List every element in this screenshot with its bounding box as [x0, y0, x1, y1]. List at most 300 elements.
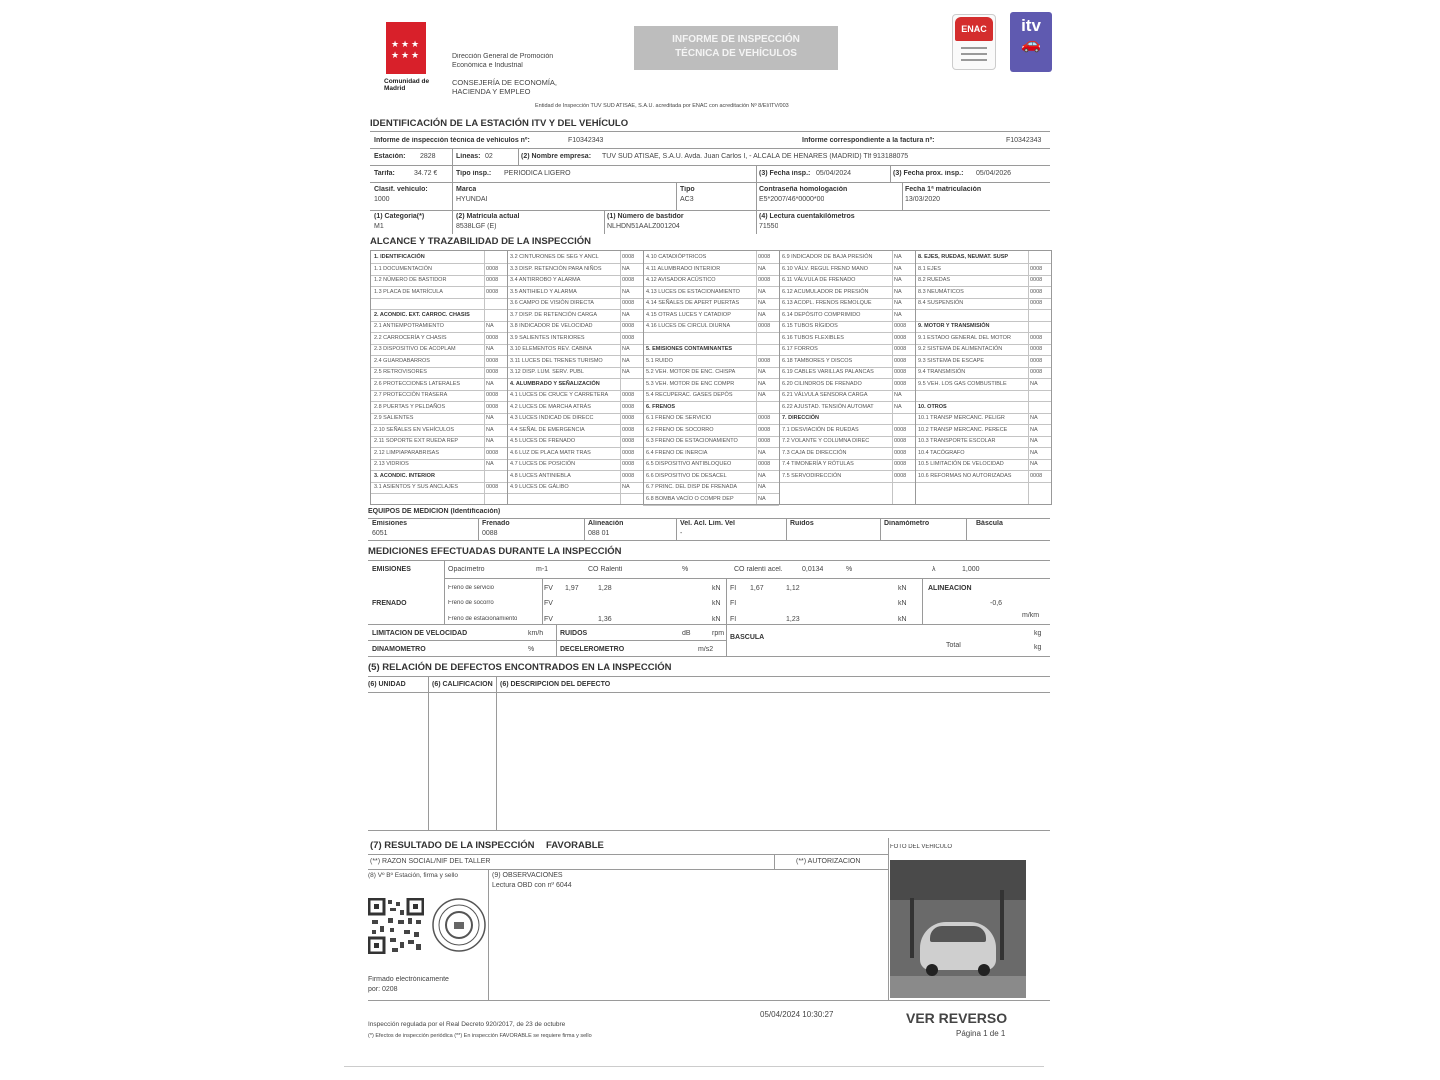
- alcance-item-value: 0008: [758, 426, 771, 433]
- ver-reverso: VER REVERSO: [906, 1010, 1008, 1026]
- alcance-item-label: 7.1 DESVIACIÓN DE RUEDAS: [782, 426, 859, 433]
- itv-label: itv: [1021, 16, 1041, 35]
- alcance-item-label: 6.9 INDICADOR DE BAJA PRESIÓN: [782, 254, 873, 260]
- observaciones-label: (9) OBSERVACIONES: [492, 872, 563, 879]
- consejeria-line2: HACIENDA Y EMPLEO: [452, 87, 531, 96]
- alcance-item-label: 4.9 LUCES DE GÁLIBO: [510, 484, 569, 490]
- eq-frenado-label: Frenado: [482, 520, 510, 527]
- alcance-item-label: 6.11 VÁLVULA DE FRENADO: [782, 277, 856, 283]
- alcance-item-value: 0008: [894, 426, 907, 433]
- tarifa-label: Tarifa:: [374, 170, 395, 177]
- alcance-item-value: 0008: [622, 392, 635, 398]
- banner-line1: INFORME DE INSPECCIÓN: [672, 34, 800, 45]
- alcance-item-label: 2.5 RETROVISORES: [374, 369, 427, 375]
- co-acel-value: 0,0134: [802, 566, 824, 573]
- alcance-item-value: 0008: [1030, 357, 1043, 364]
- madrid-name: Comunidad de Madrid: [384, 78, 430, 92]
- eq-frenado-value: 0088: [482, 530, 498, 537]
- alcance-item-label: 3. ACONDIC. INTERIOR: [374, 472, 435, 479]
- ruidos-label: RUIDOS: [560, 630, 588, 637]
- alcance-item-label: 5.4 RECUPERAC. GASES DEPÓS: [646, 392, 733, 398]
- consejeria-line1: CONSEJERÍA DE ECONOMÍA,: [452, 78, 558, 87]
- estacion-label: Estación:: [374, 153, 406, 160]
- fs-e2: 1,67: [750, 585, 764, 592]
- footer-line2: (*) Efectos de inspección periódica (**) En inspección FAVORABLE se requiere firma y sello: [368, 1033, 592, 1039]
- dg-line2: Económica e Industrial: [452, 62, 523, 69]
- alcance-item-label: 6.5 DISPOSITIVO ANTIBLOQUEO: [646, 461, 732, 467]
- alcance-item-label: 6.10 VÁLV. REGUL FRENO MANO: [782, 265, 868, 272]
- alcance-item-label: 9.5 VEH. LOS GAS COMBUSTIBLE: [918, 380, 1007, 387]
- alcance-item-label: 4.8 LUCES ANTINIEBLA: [510, 472, 571, 479]
- lambda-value: 1,000: [962, 566, 980, 573]
- alcance-item-value: 0008: [1030, 288, 1043, 295]
- alcance-item-value: 0008: [758, 254, 771, 260]
- alcance-item-label: [646, 334, 756, 342]
- alcance-item-label: 6.14 DEPÓSITO COMPRIMIDO: [782, 311, 861, 318]
- alcance-item-label: 4.6 LUZ DE PLACA MATR TRAS: [510, 449, 591, 456]
- alcance-item-value: NA: [894, 392, 902, 398]
- alcance-item-value: NA: [758, 369, 766, 375]
- co-acel-unit: %: [846, 566, 853, 573]
- alcance-item-value: 0008: [894, 380, 907, 387]
- alcance-item-label: 6.2 FRENO DE SOCORRO: [646, 426, 714, 433]
- alcance-item-value: 0008: [894, 438, 907, 444]
- alcance-item-value: NA: [622, 369, 630, 375]
- alcance-title: ALCANCE Y TRAZABILIDAD DE LA INSPECCIÓN: [370, 236, 591, 247]
- alcance-grid: [370, 250, 1052, 505]
- alcance-item-value: NA: [758, 484, 766, 490]
- fe-e1b: 1,36: [598, 616, 612, 623]
- resultado-title: (7) RESULTADO DE LA INSPECCIÓN: [370, 840, 535, 851]
- alcance-item-label: 7.4 TIMONERÍA Y RÓTULAS: [782, 461, 854, 467]
- vehicle-photo: [890, 860, 1026, 998]
- alineacion-label: ALINEACIÓN: [928, 585, 972, 592]
- alcance-item-label: 9. MOTOR Y TRANSMISIÓN: [918, 323, 990, 329]
- alcance-item-label: 2.6 PROTECCIONES LATERALES: [374, 380, 461, 387]
- alcance-item-label: 10.1 TRANSP MERCANC. PELIGR: [918, 415, 1005, 421]
- alcance-item-label: 3.12 DISP. LUM. SERV. PUBL: [510, 369, 584, 375]
- itv-logo: [1010, 12, 1052, 72]
- alcance-item-label: 10.6 REFORMAS NO AUTORIZADAS: [918, 472, 1012, 479]
- alcance-item-value: 0008: [758, 415, 771, 421]
- empresa-value: TÜV SÜD ATISAE, S.A.U. Avda. Juan Carlos I, - ALCALÁ DE HENARES (MADRID) Tlf 913188075: [602, 153, 909, 160]
- tipo-veh-label: Tipo: [680, 186, 695, 193]
- alcance-item-label: 2.4 GUARDABARROS: [374, 357, 430, 364]
- alcance-item-label: 4.3 LUCES INDICAD DE DIRECC: [510, 415, 594, 421]
- alcance-item-value: NA: [486, 346, 494, 352]
- alineacion-unit: m/km: [1022, 612, 1040, 619]
- alcance-item-value: 0008: [758, 461, 771, 467]
- med-frenado-label: FRENADO: [372, 600, 407, 607]
- alcance-item-value: NA: [894, 300, 902, 306]
- marca-value: HYUNDAI: [456, 196, 488, 203]
- alcance-item-value: 0008: [622, 426, 635, 433]
- informe-label: Informe de inspección técnica de vehículos nº:: [374, 137, 530, 144]
- alcance-item-value: NA: [894, 288, 902, 295]
- alcance-item-value: 0008: [622, 415, 635, 421]
- alcance-item-value: NA: [1030, 461, 1038, 467]
- mediciones-title: MEDICIONES EFECTUADAS DURANTE LA INSPECCIÓN: [368, 546, 622, 557]
- alcance-item-label: 10.4 TACÓGRAFO: [918, 449, 965, 456]
- alcance-item-value: 0008: [486, 484, 499, 490]
- alcance-item-label: 4.4 SEÑAL DE EMERGENCIA: [510, 426, 585, 433]
- kn-unit-6: kN: [898, 616, 907, 623]
- kn-unit-2: kN: [712, 600, 721, 607]
- alcance-item-value: 0008: [486, 265, 499, 272]
- ruidos-unit2: rpm: [712, 630, 725, 637]
- alcance-item-label: 3.11 LUCES DEL TRENES TURISMO: [510, 357, 603, 364]
- madrid-logo: ★ ★ ★ ★ ★ ★: [386, 22, 426, 74]
- firmado-line2: por: 0208: [368, 986, 398, 993]
- alcance-item-label: 1.2 NÚMERO DE BASTIDOR: [374, 277, 447, 283]
- car-icon: 🚗: [1021, 36, 1041, 53]
- tipo-value: PERIÓDICA LIGERO: [504, 170, 571, 177]
- alcance-item-value: 0008: [486, 369, 499, 375]
- alcance-item-label: 2.10 SEÑALES EN VEHÍCULOS: [374, 426, 455, 433]
- kn-unit-3: kN: [712, 616, 721, 623]
- alcance-item-label: 2.11 SOPORTE EXT RUEDA REP: [374, 438, 459, 444]
- col-descripcion: (6) DESCRIPCIÓN DEL DEFECTO: [500, 681, 611, 688]
- alcance-item-label: 6.8 BOMBA VACÍO O COMPR DEP: [646, 495, 734, 502]
- opacimetro-unit: m-1: [536, 566, 549, 573]
- clasif-label: Clasif. vehículo:: [374, 186, 428, 193]
- alcance-item-label: 6.7 PRINC. DEL DISP DE FRENADA: [646, 484, 738, 490]
- eq-velocidad-label: Vel. Acl. Lim. Vel: [680, 520, 735, 527]
- alcance-item-value: 0008: [622, 254, 635, 260]
- alcance-item-value: 0008: [622, 300, 635, 306]
- alcance-item-label: 1.3 PLACA DE MATRÍCULA: [374, 288, 443, 295]
- alcance-item-label: 8.1 EJES: [918, 265, 941, 272]
- med-emisiones-label: EMISIONES: [372, 566, 411, 573]
- alcance-item-label: 9.4 TRANSMISIÓN: [918, 369, 966, 375]
- alcance-item-label: 3.9 SALIENTES INTERIORES: [510, 334, 585, 341]
- alcance-item-value: NA: [894, 403, 902, 410]
- report-banner: [634, 26, 838, 70]
- alcance-item-label: 2.9 SALIENTES: [374, 415, 414, 421]
- alcance-item-label: 6.22 AJUSTAD. TENSIÓN AUTOMAT: [782, 403, 874, 410]
- enac-logo: [952, 14, 996, 70]
- alcance-item-label: 3.10 ELEMENTOS REV. CABINA: [510, 346, 592, 352]
- kn-unit-4: kN: [898, 585, 907, 592]
- resultado-value: FAVORABLE: [546, 840, 604, 851]
- alcance-item-value: 0008: [622, 334, 635, 341]
- alcance-item-label: 4.13 LUCES DE ESTACIONAMIENTO: [646, 288, 740, 295]
- lineas-label: Líneas:: [456, 153, 481, 160]
- estacion-value: 2828: [420, 153, 436, 160]
- alcance-item-label: 3.4 ANTIRROBO Y ALARMA: [510, 277, 581, 283]
- alcance-item-label: 8.2 RUEDAS: [918, 277, 951, 283]
- inspection-report-page: ★ ★ ★ ★ ★ ★ Comunidad de Madrid Dirección General de Promoción Económica e Industrial CONSEJERÍA DE ECONOMÍA, HACIENDA Y EMPLEO INFORME DE INSPECCIÓN TÉCNICA DE VEHÍCULOS ENAC itv 🚗 Entidad de Inspección TÜV SÜD ATISAE, S.A.U. acreditada por ENAC con acreditación Nº 8/EI/ITV/003 IDENTIFICACIÓN DE LA ESTACIÓN ITV Y DEL VEHÍCULO Informe de inspección técnica de vehículos nº: F10342343 Informe correspondiente a la factura nº: F10342343 Estación: 2828 Líneas: 02 (2) Nombre empresa: TÜV SÜD ATISAE, S.A.U. Avda. Juan Carlos I, - ALCALÁ DE HENARES (MADRID) Tlf 913188075 Tarifa: 34.72 € Tipo insp.: PERIÓDICA LIGERO (3) Fecha insp.: 05/04/2024 (3) Fecha prox. insp.: 05/04/2026 Clasif. vehículo: 1000 Marca HYUNDAI Tipo AC3 Contraseña homologación E5*2007/46*0000*00 Fecha 1ª matriculación 13/03/2020 (1) Categoría(*) M1 (2) Matrícula actual 8538LGF (E) (1) Número de bastidor NLHDN51AALZ001204 (4) Lectura cuentakilómetros 71550 ALCANCE Y TRAZABILIDAD DE LA INSPECCIÓN 1. IDENTIFICACIÓN 1.1 DOCUMENTACIÓN 0008 1.2 NÚMERO DE BASTIDOR 0008 1.3 PLACA DE MATRÍCULA 0008 2. ACONDIC. EXT. CARROC. CHASIS 2.1 ANTIEMPOTRAMIENTO NA 2.2 CARROCERÍA Y CHASIS 0008 2.3 DISPOSITIVO DE ACOPLAM NA 2.4 GUARDABARROS 0008 2.5 RETROVISORES 0008 2.6 PROTECCIONES LATERALES NA 2.7 PROTECCIÓN TRASERA 0008 2.8 PUERTAS Y PELDAÑOS 0008 2.9 SALIENTES NA 2.10 SEÑALES EN VEHÍCULOS NA 2.11 SOPORTE EXT RUEDA REP NA 2.12 LIMPIAPARABRISAS 0008 2.13 VIDRIOS NA 3. ACONDIC. INTERIOR 3.1 ASIENTOS Y SUS ANCLAJES 0008 3.2 CINTURONES DE SEG Y ANCL 0008 3.3 DISP. RETENCIÓN PARA NIÑOS NA 3.4 ANTIRROBO Y ALARMA 0008 3.5 ANTIHIELO Y ALARMA NA 3.6 CAMPO DE VISIÓN DIRECTA 0008 3.7 DISP. DE RETENCIÓN CARGA NA 3.8 INDICADOR DE VELOCIDAD 0008 3.9 SALIENTES INTERIORES 0008 3.10 ELEMENTOS REV. CABINA NA 3.11 LUCES DEL TRENES TURISMO NA 3.12 DISP. LUM. SERV. PUBL NA 4. ALUMBRADO Y SEÑALIZACIÓN 4.1 LUCES DE CRUCE Y CARRETERA 0008 4.2 LUCES DE MARCHA ATRÁS 0008 4.3 LUCES INDICAD DE DIRECC 0008 4.4 SEÑAL DE EMERGENCIA 0008 4.5 LUCES DE FRENADO 0008 4.6 LUZ DE PLACA MATR TRAS 0008 4.7 LUCES DE POSICIÓN 0008 4.8 LUCES ANTINIEBLA 0008 4.9 LUCES DE GÁLIBO NA 4.10 CATADIÓPTRICOS 0008 4.11 ALUMBRADO INTERIOR NA 4.12 AVISADOR ACÚSTICO 0008 4.13 LUCES DE ESTACIONAMIENTO NA 4.14 SEÑALES DE APERT PUERTAS NA 4.15 OTRAS LUCES Y CATADIOP NA 4.16 LUCES DE CIRCUL DIURNA 0008 5. EMISIONES CONTAMINANTES 5.1 RUIDO 0008 5.2 VEH. MOTOR DE ENC. CHISPA NA 5.3 VEH. MOTOR DE ENC COMPR NA 5.4 RECUPERAC. GASES DEPÓS NA 6. FRENOS 6.1 FRENO DE SERVICIO 0008 6.2 FRENO DE SOCORRO 0008 6.3 FRENO DE ESTACIONAMIENTO 0008 6.4 FRENO DE INERCIA NA 6.5 DISPOSITIVO ANTIBLOQUEO 0008 6.6 DISPOSITIVO DE DESACEL NA 6.7 PRINC. DEL DISP DE FRENADA NA 6.8 BOMBA VACÍO O COMPR DEP NA 6.9 INDICADOR DE BAJA PRESIÓN NA 6.10 VÁLV. REGUL FRENO MANO NA 6.11 VÁLVULA DE FRENADO NA 6.12 ACUMULADOR DE PRESIÓN NA 6.13 ACOPL. FRENOS REMOLQUE NA 6.14 DEPÓSITO COMPRIMIDO NA 6.15 TUBOS RÍGIDOS 0008 6.16 TUBOS FLEXIBLES 0008 6.17 FORROS 0008 6.18 TAMBORES Y DISCOS 0008 6.19 CABLES VARILLAS PALANCAS 0008 6.20 CILINDROS DE FRENADO 0008 6.21 VÁLVULA SENSORA CARGA NA 6.22 AJUSTAD. TENSIÓN AUTOMAT NA 7. DIRECCIÓN 7.1 DESVIACIÓN DE RUEDAS 0008 7.2 VOLANTE Y COLUMNA DIREC 0008 7.3 CAJA DE DIRECCIÓN 0008 7.4 TIMONERÍA Y RÓTULAS 0008 7.5 SERVODIRECCIÓN 0008 8. EJES, RUEDAS, NEUMAT. SUSP 8.1 EJES 0008 8.2 RUEDAS 0008 8.3 NEUMÁTICOS 0008 8.4 SUSPENSIÓN 0008 9. MOTOR Y TRANSMISIÓN 9.1 ESTADO GENERAL DEL MOTOR 0008 9.2 SISTEMA DE ALIMENTACIÓN 0008 9.3 SISTEMA DE ESCAPE 0008 9.4 TRANSMISIÓN 0008 9.5 VEH. LOS GAS COMBUSTIBLE NA 10. OTROS 10.1 TRANSP MERCANC. PELIGR NA 10.2 TRANSP MERCANC. PERECE NA 10.3 TRANSPORTE ESCOLAR NA 10.4 TACÓGRAFO NA 10.5 LIMITACIÓN DE VELOCIDAD NA 10.6 REFORMAS NO AUTORIZADAS 0008 EQUIPOS DE MEDICIÓN (Identificación) Emisiones 6051 Frenado 0088 Alineación 088 01 Vel. Acl. Lim. Vel - Ruidos Dinamómetro Báscula MEDICIONES EFECTUADAS DURANTE LA INSPECCIÓN EMISIONES Opacímetro m-1 CO Ralentí % CO ralentí acel. 0,0134 % λ 1,000 FRENADO Freno de servicio Freno de socorro Freno de estacionamiento FV 1,97 1,28 kN FV kN FV 1,36 kN FI 1,67 1,12 kN FI kN FI 1,23 kN ALINEACIÓN -0,6 m/km LIMITACIÓN DE VELOCIDAD km/h RUIDOS dB rpm BÁSCULA kg Total kg DINAMÓMETRO % DECELERÓMETRO m/s2 (5) RELACIÓN DE DEFECTOS ENCONTRADOS EN LA INSPECCIÓN (6) UNIDAD (6) CALIFICACIÓN (6) DESCRIPCIÓN DEL DEFECTO (7) RESULTADO DE LA INSPECCIÓN FAVORABLE FOTO DEL VEHÍCULO (**) RAZÓN SOCIAL/NIF DEL TALLER (**) AUTORIZACIÓN (8) Vº Bº Estación, firma y sello (9) OBSERVACIONES Lectura OBD con nº 6044 Firmado electrónicamente por: 0208 05/04/2024 10:30:27 VER REVERSO Página 1 de 1 Inspección regulada por el Real Decreto 920/2017, de 23 de octubre (*) Efectos de inspección periódica (**) En inspección FAVORABLE se requiere firma y sello: [360, 0, 1060, 1075]
- co-unit: %: [682, 566, 689, 573]
- alcance-item-value: NA: [622, 346, 630, 352]
- alcance-item-value: NA: [758, 495, 766, 502]
- fecha-prox-value: 05/04/2026: [976, 170, 1012, 177]
- lambda-label: λ: [932, 566, 936, 573]
- alcance-item-value: 0008: [622, 449, 635, 456]
- alcance-item-label: 6. FRENOS: [646, 403, 676, 410]
- alcance-item-value: 0008: [1030, 265, 1043, 272]
- decelerometro-label: DECELERÓMETRO: [560, 646, 625, 653]
- alcance-item-value: 0008: [894, 334, 907, 341]
- marca-label: Marca: [456, 186, 477, 193]
- col-unidad: (6) UNIDAD: [368, 681, 406, 688]
- alcance-item-label: 8.3 NEUMÁTICOS: [918, 288, 964, 295]
- alcance-item-value: 0008: [1030, 300, 1043, 306]
- alcance-item-value: 0008: [622, 472, 635, 479]
- alcance-item-value: 0008: [758, 277, 771, 283]
- matricula-value: 8538LGF (E): [456, 223, 497, 230]
- tipo-veh-value: AC3: [680, 196, 694, 203]
- alcance-item-label: 9.3 SISTEMA DE ESCAPE: [918, 357, 985, 364]
- pagina: Página 1 de 1: [956, 1029, 1006, 1038]
- fs-e1b: 1,28: [598, 585, 612, 592]
- informe-value: F10342343: [568, 137, 604, 144]
- alcance-item-label: 6.17 FORROS: [782, 346, 818, 352]
- alcance-item-value: 0008: [758, 357, 771, 364]
- autorizacion-label: (**) AUTORIZACIÓN: [796, 858, 861, 865]
- fecha-matr-label: Fecha 1ª matriculación: [905, 186, 982, 193]
- firmado-line1: Firmado electrónicamente: [368, 976, 449, 983]
- alcance-item-value: NA: [486, 426, 494, 433]
- alcance-item-value: 0008: [1030, 472, 1043, 479]
- alcance-item-label: [918, 311, 1028, 319]
- alcance-item-value: 0008: [486, 403, 499, 410]
- fs-e1: 1,97: [565, 585, 579, 592]
- alcance-item-label: 7. DIRECCIÓN: [782, 415, 819, 421]
- alcance-item-label: 5.2 VEH. MOTOR DE ENC. CHISPA: [646, 369, 736, 375]
- alcance-item-value: NA: [486, 461, 494, 467]
- eq-emisiones-label: Emisiones: [372, 520, 408, 527]
- eq-velocidad-value: -: [680, 530, 683, 537]
- entity-line: Entidad de Inspección TÜV SÜD ATISAE, S.A.U. acreditada por ENAC con acreditación Nº 8/EI/ITV/003: [535, 103, 789, 109]
- alcance-item-value: NA: [758, 380, 766, 387]
- identificacion-title: IDENTIFICACIÓN DE LA ESTACIÓN ITV Y DEL VEHÍCULO: [370, 118, 629, 129]
- alcance-item-value: NA: [758, 265, 766, 272]
- alcance-item-label: 4.7 LUCES DE POSICIÓN: [510, 461, 576, 467]
- alcance-item-label: 6.1 FRENO DE SERVICIO: [646, 415, 712, 421]
- eq-alineacion-value: 088 01: [588, 530, 610, 537]
- alcance-item-label: 3.3 DISP. RETENCIÓN PARA NIÑOS: [510, 265, 602, 272]
- alcance-item-label: 4.2 LUCES DE MARCHA ATRÁS: [510, 403, 591, 410]
- fecha-label: (3) Fecha insp.:: [759, 170, 811, 177]
- alcance-item-label: [918, 391, 1028, 399]
- alcance-item-label: 10.5 LIMITACIÓN DE VELOCIDAD: [918, 461, 1004, 467]
- alcance-item-value: NA: [622, 357, 630, 364]
- limitacion-label: LIMITACIÓN DE VELOCIDAD: [372, 630, 468, 637]
- alcance-item-value: 0008: [894, 369, 907, 375]
- enac-label: ENAC: [955, 17, 993, 41]
- alcance-item-value: 0008: [622, 277, 635, 283]
- alcance-item-label: 4.15 OTRAS LUCES Y CATADIOP: [646, 311, 731, 318]
- alcance-item-value: NA: [894, 277, 902, 283]
- alcance-item-value: NA: [1030, 438, 1038, 444]
- alcance-item-label: 7.3 CAJA DE DIRECCIÓN: [782, 449, 847, 456]
- co-acel-label: CO ralentí acel.: [734, 566, 783, 573]
- bascula-unit-1: kg: [1034, 630, 1042, 637]
- alcance-item-label: 4.14 SEÑALES DE APERT PUERTAS: [646, 300, 740, 306]
- razon-label: (**) RAZÓN SOCIAL/NIF DEL TALLER: [370, 858, 491, 865]
- alcance-item-label: 2.12 LIMPIAPARABRISAS: [374, 449, 440, 456]
- kn-unit-5: kN: [898, 600, 907, 607]
- defectos-title: (5) RELACIÓN DE DEFECTOS ENCONTRADOS EN LA INSPECCIÓN: [368, 662, 672, 673]
- bascula-label: BÁSCULA: [730, 634, 765, 641]
- alcance-item-label: 10.2 TRANSP MERCANC. PERECE: [918, 426, 1008, 433]
- alcance-item-value: 0008: [486, 357, 499, 364]
- col-calificacion: (6) CALIFICACIÓN: [432, 681, 493, 688]
- equipos-title: EQUIPOS DE MEDICIÓN (Identificación): [368, 508, 501, 515]
- kn-unit-1: kN: [712, 585, 721, 592]
- eq-emisiones-value: 6051: [372, 530, 388, 537]
- fs-e2b: 1,12: [786, 585, 800, 592]
- tarifa-value: 34.72 €: [414, 170, 438, 177]
- alcance-item-value: 0008: [486, 449, 499, 456]
- alcance-item-value: NA: [894, 311, 902, 318]
- alcance-item-label: 7.2 VOLANTE Y COLUMNA DIREC: [782, 438, 870, 444]
- alcance-item-value: NA: [486, 323, 494, 329]
- alcance-item-value: 0008: [894, 323, 907, 329]
- alcance-item-label: 10. OTROS: [918, 403, 947, 410]
- limitacion-unit: km/h: [528, 630, 544, 637]
- alcance-item-value: NA: [622, 288, 630, 295]
- alcance-item-label: 1.1 DOCUMENTACIÓN: [374, 265, 432, 272]
- bascula-unit-2: kg: [1034, 644, 1042, 651]
- fecha-prox-label: (3) Fecha prox. insp.:: [893, 170, 964, 177]
- alcance-item-value: 0008: [1030, 369, 1043, 375]
- alcance-item-value: NA: [486, 415, 494, 421]
- alcance-item-value: NA: [622, 311, 630, 318]
- alcance-item-label: 2.1 ANTIEMPOTRAMIENTO: [374, 323, 444, 329]
- alcance-item-value: NA: [758, 472, 766, 479]
- categoria-value: M1: [374, 223, 384, 230]
- tipo-label: Tipo insp.:: [456, 170, 492, 177]
- matricula-label: (2) Matrícula actual: [456, 213, 520, 220]
- alcance-item-label: 9.2 SISTEMA DE ALIMENTACIÓN: [918, 346, 1003, 352]
- alcance-item-value: NA: [1030, 415, 1038, 421]
- footer-line1: Inspección regulada por el Real Decreto 920/2017, de 23 de octubre: [368, 1021, 566, 1028]
- alcance-item-label: 1. IDENTIFICACIÓN: [374, 254, 425, 260]
- alcance-item-label: 3.8 INDICADOR DE VELOCIDAD: [510, 323, 593, 329]
- banner-line2: TÉCNICA DE VEHÍCULOS: [675, 48, 797, 59]
- alcance-item-value: 0008: [1030, 346, 1043, 352]
- alcance-item-value: NA: [758, 288, 766, 295]
- alcance-item-label: 3.5 ANTIHIELO Y ALARMA: [510, 288, 577, 295]
- total-label: Total: [946, 642, 961, 649]
- alcance-item-value: 0008: [486, 277, 499, 283]
- alcance-item-value: NA: [758, 300, 766, 306]
- alcance-item-label: 6.19 CABLES VARILLAS PALANCAS: [782, 369, 874, 375]
- alcance-item-label: 2.13 VIDRIOS: [374, 461, 409, 467]
- datetime: 05/04/2024 10:30:27: [760, 1010, 834, 1019]
- eq-ruidos-label: Ruidos: [790, 520, 814, 527]
- alcance-item-value: NA: [1030, 426, 1038, 433]
- eq-dinamometro-label: Dinamómetro: [884, 520, 930, 527]
- alcance-item-label: 4.16 LUCES DE CIRCUL DIURNA: [646, 323, 731, 329]
- alcance-item-label: 6.21 VÁLVULA SENSORA CARGA: [782, 392, 868, 398]
- eq-alineacion-label: Alineación: [588, 520, 624, 527]
- alcance-item-value: 0008: [622, 438, 635, 444]
- alcance-item-label: 4.1 LUCES DE CRUCE Y CARRETERA: [510, 392, 609, 398]
- alcance-item-label: [374, 299, 484, 307]
- alcance-item-label: 7.5 SERVODIRECCIÓN: [782, 472, 842, 479]
- alcance-item-label: 5.1 RUIDO: [646, 357, 673, 364]
- alcance-item-label: 4. ALUMBRADO Y SEÑALIZACIÓN: [510, 380, 600, 387]
- alcance-item-value: NA: [1030, 380, 1038, 387]
- alcance-item-label: 2.2 CARROCERÍA Y CHASIS: [374, 334, 447, 341]
- freno-socorro-label: Freno de socorro: [448, 600, 494, 606]
- alcance-item-label: 10.3 TRANSPORTE ESCOLAR: [918, 438, 996, 444]
- alcance-item-label: 6.6 DISPOSITIVO DE DESACEL: [646, 472, 727, 479]
- alcance-item-label: 3.6 CAMPO DE VISIÓN DIRECTA: [510, 300, 594, 306]
- categoria-label: (1) Categoría(*): [374, 213, 425, 220]
- alcance-item-label: 4.12 AVISADOR ACÚSTICO: [646, 277, 716, 283]
- dg-line1: Dirección General de Promoción: [452, 53, 554, 60]
- alcance-item-value: NA: [1030, 449, 1038, 456]
- bastidor-value: NLHDN51AALZ001204: [607, 223, 680, 230]
- alcance-item-label: 8.4 SUSPENSIÓN: [918, 300, 964, 306]
- empresa-label: (2) Nombre empresa:: [521, 153, 592, 160]
- alcance-item-label: 4.10 CATADIÓPTRICOS: [646, 254, 707, 260]
- freno-servicio-label: Freno de servicio: [448, 585, 495, 591]
- km-label: (4) Lectura cuentakilómetros: [759, 213, 855, 220]
- alcance-item-label: 6.15 TUBOS RÍGIDOS: [782, 323, 838, 329]
- alcance-item-label: 3.7 DISP. DE RETENCIÓN CARGA: [510, 311, 598, 318]
- alineacion-value: -0,6: [990, 600, 1003, 607]
- alcance-item-value: 0008: [486, 334, 499, 341]
- alcance-item-value: 0008: [622, 323, 635, 329]
- alcance-item-label: 6.18 TAMBORES Y DISCOS: [782, 357, 853, 364]
- alcance-item-value: 0008: [622, 461, 635, 467]
- alcance-item-label: 3.1 ASIENTOS Y SUS ANCLAJES: [374, 484, 459, 490]
- alcance-item-label: 6.20 CILINDROS DE FRENADO: [782, 380, 862, 387]
- alcance-item-label: 6.4 FRENO DE INERCIA: [646, 449, 708, 456]
- ruidos-unit: dB: [682, 630, 691, 637]
- factura-label: Informe correspondiente a la factura nº:: [802, 137, 935, 144]
- alcance-item-value: 0008: [758, 438, 771, 444]
- alcance-item-value: NA: [622, 484, 630, 490]
- alcance-item-value: 0008: [894, 461, 907, 467]
- alcance-item-label: 6.13 ACOPL. FRENOS REMOLQUE: [782, 300, 872, 306]
- alcance-item-label: 2.7 PROTECCIÓN TRASERA: [374, 392, 448, 398]
- alcance-item-value: 0008: [486, 392, 499, 398]
- alcance-item-value: 0008: [758, 323, 771, 329]
- factura-value: F10342343: [1006, 137, 1042, 144]
- alcance-item-value: 0008: [894, 357, 907, 364]
- contrasena-value: E5*2007/46*0000*00: [759, 196, 825, 203]
- alcance-item-label: 5. EMISIONES CONTAMINANTES: [646, 346, 733, 352]
- alcance-item-label: 8. EJES, RUEDAS, NEUMAT. SUSP: [918, 254, 1009, 260]
- clasif-value: 1000: [374, 196, 390, 203]
- freno-estac-label: Freno de estacionamiento: [448, 616, 518, 622]
- station-seal-icon: [430, 896, 488, 954]
- alcance-item-value: 0008: [486, 288, 499, 295]
- foto-label: FOTO DEL VEHÍCULO: [890, 844, 953, 850]
- alcance-item-label: 6.16 TUBOS FLEXIBLES: [782, 334, 844, 341]
- alcance-item-value: NA: [758, 392, 766, 398]
- alcance-item-label: 5.3 VEH. MOTOR DE ENC COMPR: [646, 380, 735, 387]
- lineas-value: 02: [485, 153, 493, 160]
- alcance-item-value: NA: [622, 265, 630, 272]
- fecha-value: 05/04/2024: [816, 170, 852, 177]
- alcance-item-value: NA: [486, 438, 494, 444]
- fe-e2b: 1,23: [786, 616, 800, 623]
- km-value: 71550: [759, 223, 779, 230]
- alcance-item-value: 0008: [622, 403, 635, 410]
- dinamometro-label: DINAMÓMETRO: [372, 646, 426, 653]
- co-label: CO Ralentí: [588, 566, 623, 573]
- alcance-item-label: 2.8 PUERTAS Y PELDAÑOS: [374, 403, 446, 410]
- opacimetro-label: Opacímetro: [448, 566, 485, 573]
- alcance-item-label: 3.2 CINTURONES DE SEG Y ANCL: [510, 254, 599, 260]
